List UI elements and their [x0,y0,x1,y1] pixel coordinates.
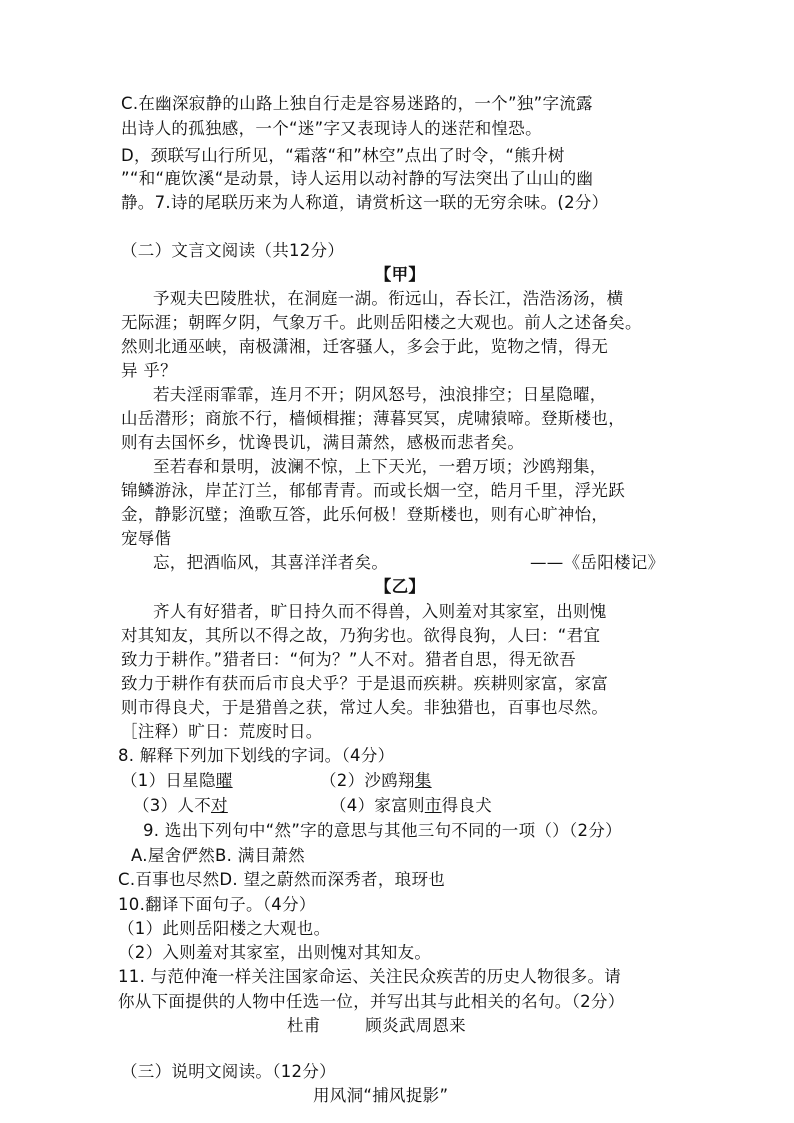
passage-jia-line: 则有去国怀乡，忧谗畏讥，满目萧然，感极而悲者矣。 [121,433,525,452]
passage-jia-line: 然则北通巫峡，南极潇湘，迁客骚人，多会于此，览物之情，得无 [121,337,609,356]
passage-jia-source: ——《岳阳楼记》 [530,553,665,572]
question-9: 9. 选出下列句中“然”字的意思与其他三句不同的一项（）（2分） [143,821,622,840]
q8-item-4-text: （4）家富则 [330,796,425,815]
passage-jia-line: 锦鳞游泳，岸芷汀兰，郁郁青青。而或长烟一空，皓月千里，浮光跃 [121,481,625,500]
passage-yi-line: 则市得良犬，于是猎兽之获，常过人矣。非独猎也，百事也尽然。 [121,698,609,717]
question-11-line-1: 11. 与范仲淹一样关注国家命运、关注民众疾苦的历史人物很多。请 [118,967,622,986]
mcq-option-d-line-2: ”“和“鹿饮溪“是动景，诗人运用以动衬静的写法突出了山山的幽 [121,169,594,188]
section-3-title: （三）说明文阅读。（12分） [121,1062,336,1081]
question-8-item-4 [330,795,492,817]
passage-jia-line: 金，静影沉璧；渔歌互答，此乐何极！登斯楼也，则有心旷神怡， [121,505,609,524]
passage-jia-line: 山岳潜形；商旅不行，樯倾楫摧；薄暮冥冥，虎啸猿啼。登斯楼也， [121,409,625,428]
mcq-option-d-line-1: D，颈联写山行所见，“霜落“和”林空”点出了时令，“熊升树 [121,146,565,165]
question-11-line-2: 你从下面提供的人物中任选一位，并写出其与此相关的名句。（2分） [118,992,625,1011]
mcq-option-c-line-2: 出诗人的孤独感，一个“迷”字又表现诗人的迷茫和惶恐。 [121,119,542,138]
question-10-item-2: （2）入则羞对其家室，出则愧对其知友。 [118,943,432,962]
question-8-item-2 [320,770,432,792]
question-8-item-1 [121,770,233,792]
passage-jia-line: 无际涯；朝晖夕阴，气象万千。此则岳阳楼之大观也。前人之述备矣。 [121,313,642,332]
passage-yi-label: 【乙】 [374,577,426,596]
passage-jia-line: 异 乎？ [121,361,177,380]
passage-jia-line: 予观夫巴陵胜状，在洞庭一湖。衔远山，吞长江，浩浩汤汤，横 [153,289,624,308]
mcq-option-c-line-1: C.在幽深寂静的山路上独自行走是容易迷路的，一个”独”字流露 [121,94,593,113]
passage-yi-line: 致力于耕作有获而后市良犬乎？于是退而疾耕。疾耕则家富，家富 [121,674,609,693]
passage-jia-line: 忘，把酒临风，其喜洋洋者矣。 [153,553,389,572]
passage-jia-line: 若夫淫雨霏霏，连月不开；阴风怒号，浊浪排空；日星隐曜， [153,385,607,404]
section-2-title: （二）文言文阅读（共12分） [121,241,345,260]
passage-yi-line: 齐人有好猎者，旷日持久而不得兽，入则羞对其家室，出则愧 [153,602,607,621]
question-8: 8. 解释下列加下划线的字词。（4分） [118,746,395,765]
q8-item-1-underlined: 曜 [215,771,233,790]
section-3-subtitle: 用风洞“捕风捉影” [313,1086,449,1105]
question-9-options-ab: A.屋舍俨然B. 满目萧然 [131,846,305,865]
passage-jia-line: 宠辱偕 [121,529,172,548]
question-8-item-3 [133,795,228,817]
passage-yi-line: 致力于耕作。”猎者曰：“何为？”人不对。猎者自思，得无欲吾 [121,650,577,669]
question-9-options-cd: C.百事也尽然D. 望之蔚然而深秀者，琅玡也 [118,870,446,889]
question-7: 静。7.诗的尾联历来为人称道，请赏析这一联的无穷余味。(2分） [121,193,609,212]
passage-jia-label: 【甲】 [374,265,426,284]
q8-item-3-underlined: 对 [211,796,228,815]
q8-item-2-text: （2）沙鸥翔 [320,771,415,790]
q8-item-2-underlined: 集 [414,771,432,790]
passage-jia-line: 至若春和景明，波澜不惊，上下天光，一碧万顷；沙鸥翔集， [153,457,607,476]
passage-yi-note: ［注释）旷日：荒废时日。 [121,722,323,741]
question-10-item-1: （1）此则岳阳楼之大观也。 [118,919,331,938]
question-10: 10.翻译下面句子。（4分） [118,895,316,914]
q8-item-4-underlined: 市 [424,796,442,815]
passage-yi-line: 对其知友，其所以不得之故，乃狗劣也。欲得良狗，人曰：“君宜 [121,626,601,645]
q8-item-4-text-end: 得良犬 [441,796,493,815]
q8-item-3-text: （3）人不 [133,796,211,815]
question-11-people: 杜甫 顾炎武周恩来 [287,1016,467,1035]
q8-item-1-text: （1）日星隐 [121,771,216,790]
